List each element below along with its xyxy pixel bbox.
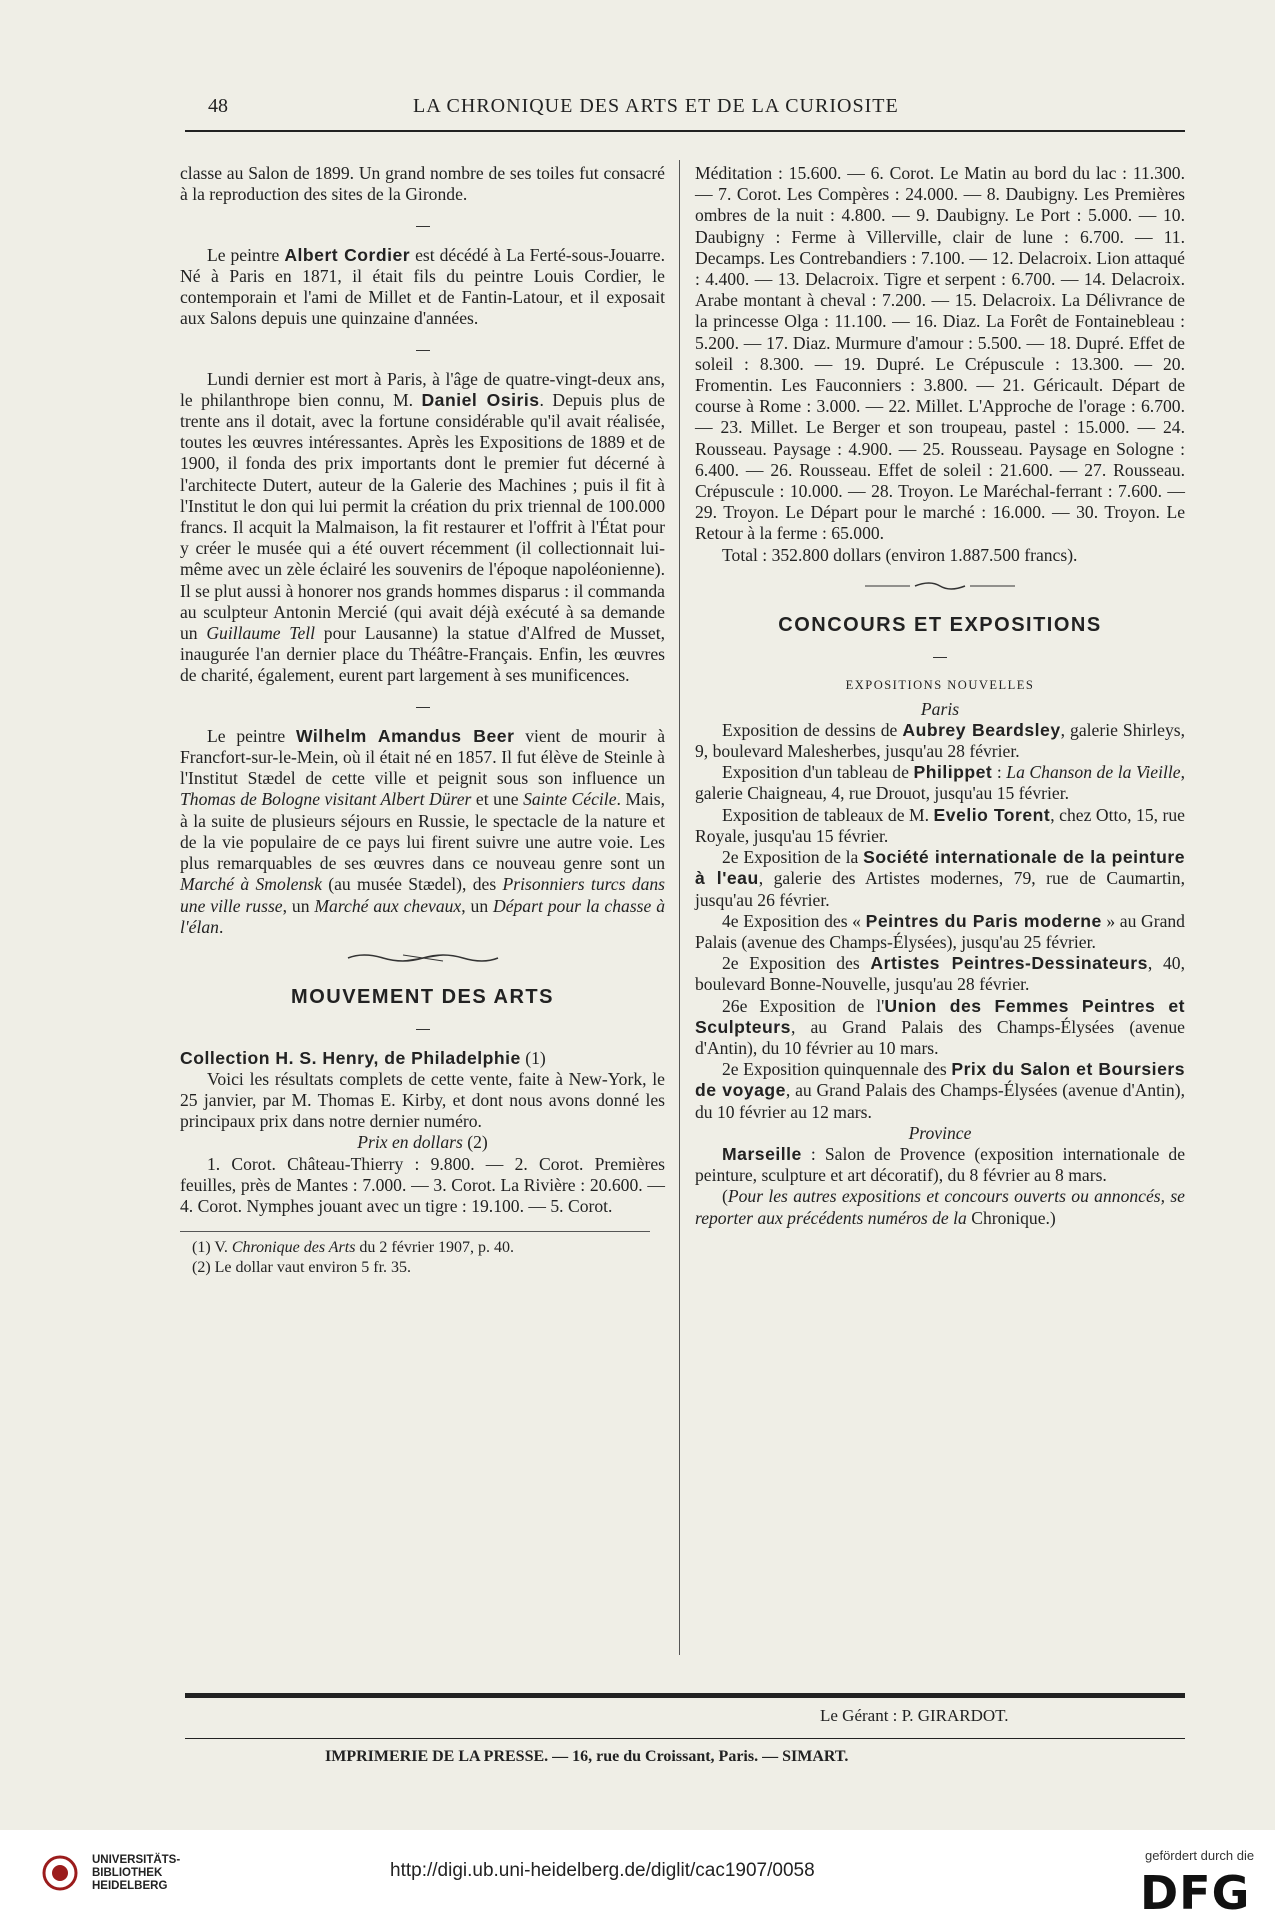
left-column [180,163,665,1278]
paragraph-cordier: Le peintre Albert Cordier est décédé à La Ferté-sous-Jouarre. Né à Paris en 1871, il était fils du peintre Louis Cordier, le contemporain et l'ami de Millet et de Fantin-Latour, et il exposait aux Salons depuis une quinzaine d'années. [180,244,665,329]
separator-dash [180,214,665,235]
university-name: UNIVERSITÄTS- BIBLIOTHEK HEIDELBERG [92,1854,181,1892]
paragraph-prices: 1. Corot. Château-Thierry : 9.800. — 2. Corot. Premières feuilles, près de Mantes : 7.000. — 3. Corot. La Rivière : 20.600. — 4. Corot. Nymphes jouant avec un tigre : 19.100. — 5. Corot. [180,1153,665,1216]
running-title: LA CHRONIQUE DES ARTS ET DE LA CURIOSITE [413,95,899,117]
printer-line: IMPRIMERIE DE LA PRESSE. — 16, rue du Croissant, Paris. — SIMART. [325,1748,849,1765]
paragraph-osiris: Lundi dernier est mort à Paris, à l'âge de quatre-vingt-deux ans, le philanthrope bien connu, M. Daniel Osiris. Depuis plus de trente ans il dotait, avec la fortune considérable qu'il avait réalisée, toutes les œuvres intéressantes. Après les Expositions de 1889 et de 1900, il fonda des prix importants dont le premier fut décerné à l'architecte Dutert, auteur de la Galerie des Machines ; puis il fit à l'Institut le don qui lui permit la création du prix triennal de 100.000 francs. Il acquit la Malmaison, la fit restaurer et l'offrit à l'État pour y créer le musée qui a été ouvert récemment (il collectionnait lui-même avec un zèle éclairé les souvenirs de l'époque napoléonienne). Il se plut aussi à honorer nos grands hommes disparus : il commanda au sculpteur Antonin Mercié (qui avait déjà exécuté à sa demande un Guillaume Tell pour Lausanne) la statue d'Alfred de Musset, inaugurée l'an dernier place du Théâtre-Français. Enfin, les œuvres de charité, également, eurent part largement à ses munificences. [180,368,666,686]
paragraph-beer: Le peintre Wilhelm Amandus Beer vient de mourir à Francfort-sur-le-Mein, où il était né en 1857. Il fut élève de Steinle à l'Institut Stædel de cette ville et peignit sous son influence un Thomas de Bologne visitant Albert Dürer et une Sainte Cécile. Mais, à la suite de plusieurs séjours en Russie, le spectacle de la nature et de la vie populaire de ce pays lui firent suivre une autre voie. Les plus remarquables de ses œuvres dans ce nouveau genre sont un Marché à Smolensk (au musée Stædel), des Prisonniers turcs dans une ville russe, un Marché aux chevaux, un Départ pour la chasse à l'élan. [180,725,666,937]
exposition-item: Exposition d'un tableau de Philippet : La Chanson de la Vieille, galerie Chaigneau, 4, rue Drouot, jusqu'au 15 février. [695,762,1185,804]
exposition-item: 2e Exposition quinquennale des Prix du Salon et Boursiers de voyage, au Grand Palais des Champs-Élysées (avenue d'Antin), du 10 février au 12 mars. [695,1059,1185,1122]
header-rule [185,130,1185,132]
paragraph-sale: Voici les résultats complets de cette vente, faite à New-York, le 25 janvier, par M. Thomas E. Kirby, et dont nous avons donné les principaux prix dans notre dernier numéro. [180,1068,665,1132]
page-number: 48 [208,95,228,117]
collection-title: Collection H. S. Henry, de Philadelphie (1) [180,1047,546,1068]
exposition-item: Exposition de dessins de Aubrey Beardsley, galerie Shirleys, 9, boulevard Malesherbes, jusqu'au 28 février. [695,719,1185,762]
bottom-rule-thin [185,1738,1185,1739]
paragraph-sale-list: Méditation : 15.600. — 6. Corot. Le Matin au bord du lac : 11.300. — 7. Corot. Les Compères : 24.000. — 8. Daubigny. Les Premières ombres de la nuit : 4.800. — 9. Daubigny. Le Port : 5.000. — 10. Daubigny : Ferme à Villerville, clair de lune : 6.700. — 11. Decamps. Les Contrebandiers : 7.100. — 12. Delacroix. Lion attaqué : 4.400. — 13. Delacroix. Tigre et serpent : 6.700. — 14. Delacroix. Arabe montant à cheval : 7.200. — 15. Delacroix. La Délivrance de la princesse Olga : 11.100. — 16. Diaz. La Forêt de Fontainebleau : 5.200. — 17. Diaz. Murmure d'amour : 5.500. — 18. Dupré. Effet de soleil : 8.300. — 19. Dupré. Le Crépuscule : 13.300. — 20. Fromentin. Les Fauconniers : 3.800. — 21. Géricault. Départ de course à Rome : 3.000. — 22. Millet. L'Approche de l'orage : 6.700. — 23. Millet. Le Berger et son troupeau, pastel : 15.000. — 24. Rousseau. Paysage : 4.900. — 25. Rousseau. Paysage en Sologne : 6.400. — 26. Rousseau. Effet de soleil : 21.600. — 27. Rousseau. Crépuscule : 10.000. — 28. Troyon. Le Maréchal-ferrant : 7.600. — 29. Troyon. Le Départ pour le marché : 16.000. — 30. Troyon. Le Retour à la ferme : 65.000. [695,163,1185,544]
column-divider [679,160,680,1655]
right-column [695,163,1185,1229]
subheading-expositions: EXPOSITIONS NOUVELLES [845,678,1035,693]
exposition-item: Exposition de tableaux de M. Evelio Torent, chez Otto, 15, rue Royale, jusqu'au 15 février. [695,804,1185,846]
exposition-note: (Pour les autres expositions et concours ouverts ou annoncés, se reporter aux précédents numéros de la Chronique.) [695,1186,1185,1228]
exposition-item: 2e Exposition de la Société internationale de la peinture à l'eau, galerie des Artistes modernes, 79, rue de Caumartin, jusqu'au 26 février. [695,847,1185,910]
exposition-item: 26e Exposition de l'Union des Femmes Peintres et Sculpteurs, au Grand Palais des Champs-Élysées (avenue d'Antin), du 10 février au 10 mars. [695,995,1185,1058]
separator-dash [180,338,665,359]
footnote-2: (2) Le dollar vaut environ 5 fr. 35. [192,1259,412,1277]
university-seal-icon [42,1855,78,1891]
separator-dash [695,645,1185,666]
bottom-rule-thick [185,1693,1185,1698]
prices-heading: Prix en dollars (2) [357,1132,488,1153]
separator-dash [180,1017,665,1038]
paragraph: classe au Salon de 1899. Un grand nombre de ses toiles fut consacré à la reproduction des sites de la Gironde. [180,163,665,205]
footnote-rule [180,1231,650,1232]
digitization-footer [0,1830,1275,1929]
sale-total: Total : 352.800 dollars (environ 1.887.500 francs). [722,544,1078,565]
source-url-link[interactable]: http://digi.ub.uni-heidelberg.de/diglit/cac1907/0058 [390,1860,815,1881]
separator-dash [180,696,665,717]
footnote-1: (1) V. Chronique des Arts du 2 février 1907, p. 40. [192,1239,515,1257]
page-header [173,95,1183,125]
subheading-province: Province [908,1122,972,1143]
exposition-item: 4e Exposition des « Peintres du Paris moderne » au Grand Palais (avenue des Champs-Élysées), jusqu'au 25 février. [695,910,1185,952]
exposition-item: Marseille : Salon de Provence (exposition internationale de peinture, sculpture et art décoratif), du 8 février au 8 mars. [695,1143,1185,1186]
ornament-divider [695,578,1185,599]
subheading-paris: Paris [920,698,960,719]
dfg-logo: DFG [1140,1866,1251,1920]
manager-line: Le Gérant : P. GIRARDOT. [820,1706,1009,1725]
funded-by-label: gefördert durch die [1145,1848,1255,1863]
exposition-item: 2e Exposition des Artistes Peintres-Dessinateurs, 40, boulevard Bonne-Nouvelle, jusqu'au 28 février. [695,953,1185,995]
ornament-divider [180,950,665,971]
section-title-mouvement: MOUVEMENT DES ARTS [291,986,554,1009]
section-title-concours: CONCOURS ET EXPOSITIONS [778,614,1102,637]
